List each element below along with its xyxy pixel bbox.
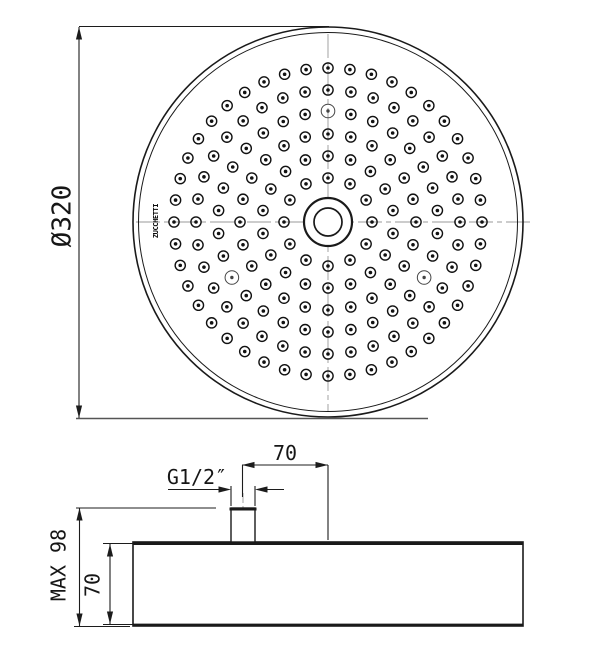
- nozzle-dot: [304, 68, 308, 72]
- nozzle-dot: [443, 321, 447, 325]
- nozzle-dot: [231, 165, 235, 169]
- nozzle-dot: [225, 305, 229, 309]
- nozzle-dot: [390, 80, 394, 84]
- nozzle-dot: [450, 265, 454, 269]
- max-height-dimension-label: MAX 98: [46, 528, 71, 602]
- dimension-arrows: [76, 27, 328, 626]
- nozzle-dot: [369, 271, 373, 275]
- nozzle-dot: [174, 198, 178, 202]
- off70-arrow-left: [242, 462, 255, 468]
- nozzle-dot: [262, 309, 266, 313]
- nozzle-dot: [304, 282, 308, 286]
- nozzle-dot: [172, 220, 176, 224]
- nozzle-dot: [282, 220, 286, 224]
- nozzle-dot: [369, 170, 373, 174]
- nozzle-dot: [326, 264, 330, 268]
- nozzle-dot: [456, 197, 460, 201]
- thread-size-label: G1/2″: [166, 465, 228, 489]
- screw-dot: [230, 276, 233, 279]
- nozzle-dot: [392, 335, 396, 339]
- off70-arrow-right: [316, 462, 329, 468]
- nozzle-dot: [225, 135, 229, 139]
- nozzle-dot: [238, 220, 242, 224]
- nozzle-dot: [441, 154, 445, 158]
- nozzle-dot: [264, 282, 268, 286]
- nozzle-dot: [326, 286, 330, 290]
- nozzle-dot: [262, 80, 266, 84]
- nozzle-dot: [466, 156, 470, 160]
- nozzle-dot: [283, 368, 287, 372]
- nozzle-dot: [262, 131, 266, 135]
- nozzle-dot: [349, 113, 353, 117]
- nozzle-dot: [222, 186, 226, 190]
- nozzle-dot: [303, 350, 307, 354]
- nozzle-dot: [260, 335, 264, 339]
- nozzle-dot: [450, 175, 454, 179]
- nozzle-dot: [474, 264, 478, 268]
- nozzle-dot: [304, 258, 308, 262]
- max-arrow-up: [76, 508, 82, 521]
- head-body-profile: [133, 542, 523, 626]
- nozzle-dot: [348, 373, 352, 377]
- inlet-stub: [231, 508, 255, 542]
- h70-arrow-down: [107, 612, 113, 625]
- nozzle-dot: [391, 209, 395, 213]
- dia-arrow-up: [76, 27, 82, 40]
- nozzle-dot: [427, 305, 431, 309]
- nozzle-dot: [303, 113, 307, 117]
- nozzle-dot: [349, 135, 353, 139]
- nozzle-dot: [304, 373, 308, 377]
- nozzle-dot: [480, 220, 484, 224]
- nozzle-dot: [178, 264, 182, 268]
- nozzle-dot: [283, 72, 287, 76]
- nozzle-dot: [370, 368, 374, 372]
- brand-mark: ZUCCHETTI: [152, 203, 160, 239]
- nozzle-dot: [326, 176, 330, 180]
- nozzle-dot: [281, 344, 285, 348]
- nozzle-dot: [479, 242, 483, 246]
- nozzle-dot: [304, 158, 308, 162]
- nozzle-dot: [194, 220, 198, 224]
- nozzle-dot: [392, 106, 396, 110]
- nozzle-dot: [282, 144, 286, 148]
- nozzle-dot: [303, 135, 307, 139]
- g12-arrow-right: [255, 486, 268, 492]
- nozzle-dot: [458, 220, 462, 224]
- nozzle-dot: [288, 242, 292, 246]
- nozzle-dot: [202, 265, 206, 269]
- nozzle-dot: [370, 220, 374, 224]
- nozzle-dot: [349, 328, 353, 332]
- nozzle-dot: [244, 147, 248, 151]
- nozzle-dot: [409, 350, 413, 354]
- nozzle-dot: [326, 330, 330, 334]
- max-arrow-down: [76, 614, 82, 627]
- nozzle-dot: [421, 165, 425, 169]
- dia-arrow-down: [76, 406, 82, 419]
- nozzle-dot: [282, 296, 286, 300]
- nozzle-dot: [456, 303, 460, 307]
- nozzle-dot: [443, 119, 447, 123]
- nozzle-dot: [436, 209, 440, 213]
- nozzle-dot: [391, 232, 395, 236]
- nozzle-dot: [391, 309, 395, 313]
- nozzle-dot: [196, 197, 200, 201]
- nozzle-dot: [264, 158, 268, 162]
- nozzle-dot: [411, 321, 415, 325]
- nozzle-dot: [241, 243, 245, 247]
- nozzle-dot: [241, 197, 245, 201]
- nozzle-dot: [411, 243, 415, 247]
- diameter-dimension-label: Ø320: [47, 184, 78, 248]
- nozzle-dot: [281, 120, 285, 124]
- nozzle-dot: [370, 72, 374, 76]
- nozzle-dot: [456, 137, 460, 141]
- nozzle-dot: [174, 242, 178, 246]
- nozzle-dot: [269, 187, 273, 191]
- nozzle-dot: [241, 119, 245, 123]
- nozzle-dot: [197, 137, 201, 141]
- nozzle-dot: [186, 156, 190, 160]
- nozzle-dot: [456, 243, 460, 247]
- nozzle-dot: [326, 154, 330, 158]
- nozzle-dot: [348, 258, 352, 262]
- nozzle-dot: [262, 360, 266, 364]
- nozzle-dot: [414, 220, 418, 224]
- nozzle-dot: [370, 296, 374, 300]
- body-height-dimension-label: 70: [80, 572, 105, 598]
- nozzle-dot: [178, 177, 182, 181]
- nozzle-dot: [326, 66, 330, 70]
- nozzle-dot: [212, 286, 216, 290]
- nozzle-dot: [411, 197, 415, 201]
- nozzle-dot: [260, 106, 264, 110]
- nozzle-dot: [284, 170, 288, 174]
- nozzle-dot: [210, 321, 214, 325]
- nozzle-dot: [402, 176, 406, 180]
- nozzle-dot: [284, 271, 288, 275]
- nozzle-dot: [371, 120, 375, 124]
- nozzle-dot: [281, 321, 285, 325]
- nozzle-dot: [261, 232, 265, 236]
- nozzle-dot: [349, 282, 353, 286]
- nozzle-dot: [348, 68, 352, 72]
- nozzle-dot: [408, 294, 412, 298]
- nozzle-dot: [288, 198, 292, 202]
- nozzle-dot: [186, 284, 190, 288]
- nozzle-dot: [197, 303, 201, 307]
- nozzle-dot: [349, 90, 353, 94]
- nozzle-dot: [326, 88, 330, 92]
- nozzle-dot: [371, 321, 375, 325]
- nozzle-dot: [436, 232, 440, 236]
- nozzle-dot: [326, 308, 330, 312]
- nozzle-dot: [349, 305, 353, 309]
- nozzle-dot: [217, 209, 221, 213]
- nozzle-dot: [243, 91, 247, 95]
- nozzle-dot: [388, 158, 392, 162]
- screw-dot: [422, 276, 425, 279]
- nozzle-dot: [281, 96, 285, 100]
- nozzle-dot: [303, 90, 307, 94]
- nozzle-dot: [326, 374, 330, 378]
- nozzle-dot: [402, 264, 406, 268]
- nozzle-dot: [349, 158, 353, 162]
- nozzle-dot: [479, 198, 483, 202]
- screw-dot: [326, 109, 329, 112]
- nozzle-dot: [250, 176, 254, 180]
- nozzle-dot: [303, 328, 307, 332]
- nozzle-dot: [269, 253, 273, 257]
- nozzle-dot: [370, 144, 374, 148]
- nozzle-dot: [427, 104, 431, 108]
- center-cap-outer: [304, 198, 352, 246]
- nozzle-dot: [364, 198, 368, 202]
- nozzle-dot: [371, 96, 375, 100]
- nozzle-dot: [383, 187, 387, 191]
- nozzle-dot: [210, 119, 214, 123]
- nozzle-dot: [212, 154, 216, 158]
- nozzle-dot: [225, 104, 229, 108]
- nozzle-dot: [250, 264, 254, 268]
- nozzle-dot: [304, 182, 308, 186]
- nozzle-dot: [364, 242, 368, 246]
- nozzle-dot: [241, 321, 245, 325]
- nozzle-dot: [474, 177, 478, 181]
- nozzle-dot: [411, 119, 415, 123]
- nozzle-dot: [326, 352, 330, 356]
- nozzle-dot: [427, 135, 431, 139]
- nozzle-dot: [222, 254, 226, 258]
- nozzle-dot: [371, 344, 375, 348]
- nozzle-dot: [466, 284, 470, 288]
- nozzle-dot: [261, 209, 265, 213]
- nozzle-dot: [202, 175, 206, 179]
- nozzle-dot: [391, 131, 395, 135]
- nozzle-dot: [217, 232, 221, 236]
- nozzle-dot: [348, 182, 352, 186]
- inlet-offset-dimension-label: 70: [272, 441, 298, 465]
- nozzle-dot: [243, 350, 247, 354]
- nozzle-dot: [431, 254, 435, 258]
- nozzle-dot: [244, 294, 248, 298]
- nozzle-dot: [349, 350, 353, 354]
- h70-arrow-up: [107, 544, 113, 557]
- nozzle-dot: [427, 337, 431, 341]
- nozzle-dot: [390, 360, 394, 364]
- nozzle-dot: [225, 337, 229, 341]
- nozzle-dot: [388, 282, 392, 286]
- nozzle-dot: [409, 91, 413, 95]
- nozzle-dot: [383, 253, 387, 257]
- nozzle-dot: [431, 186, 435, 190]
- nozzle-dot: [408, 147, 412, 151]
- nozzle-dot: [326, 132, 330, 136]
- nozzle-dot: [196, 243, 200, 247]
- nozzle-dot: [303, 305, 307, 309]
- nozzle-dot: [441, 286, 445, 290]
